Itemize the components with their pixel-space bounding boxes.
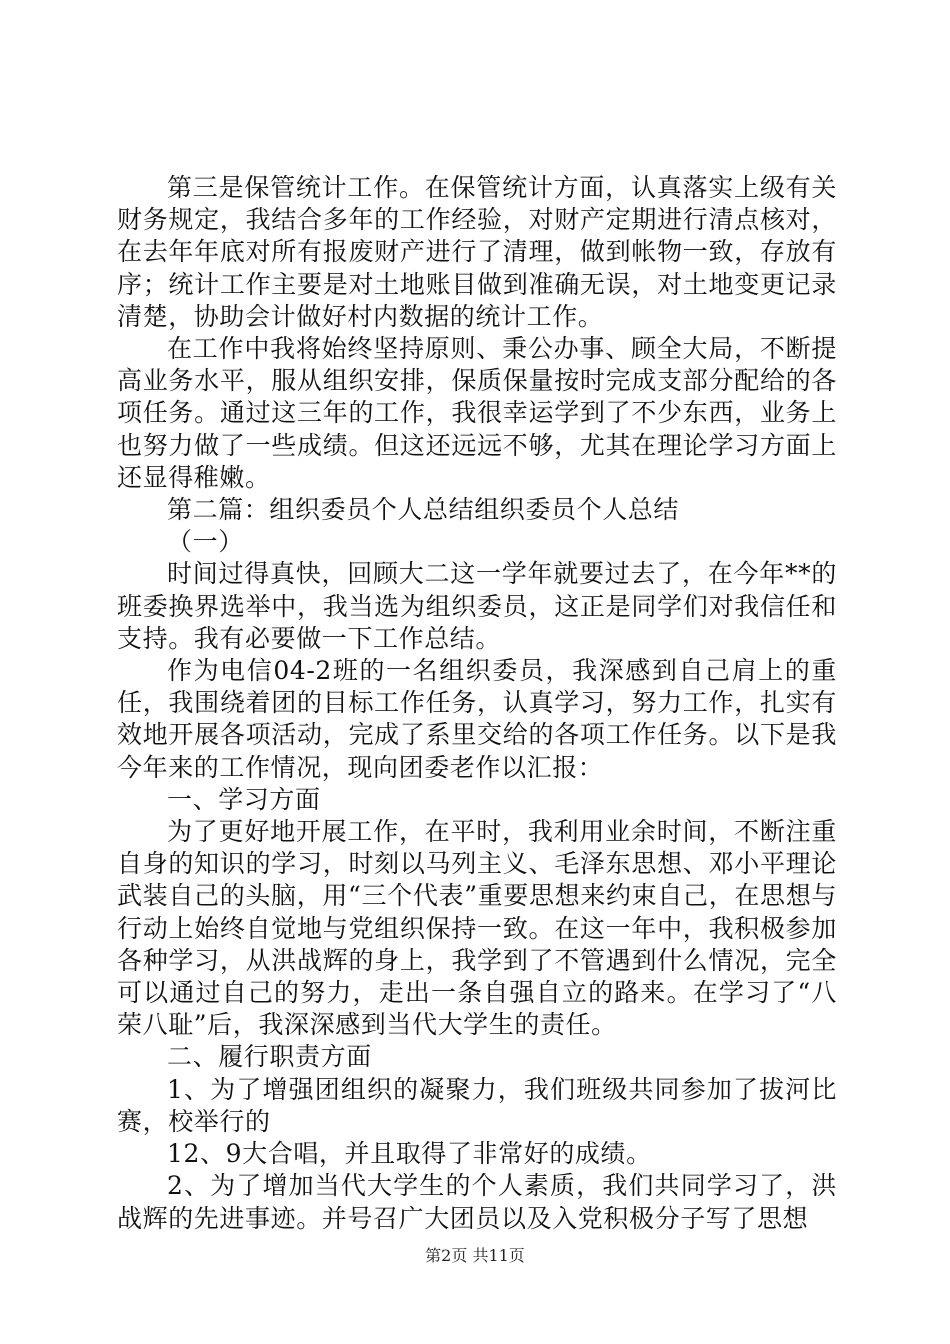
paragraph: 2、为了增加当代大学生的个人素质，我们共同学习了，洪战辉的先进事迹。并号召广大团员以及入党积极分子写了思想: [117, 1171, 837, 1233]
paragraph: 12、9大合唱，并且取得了非常好的成绩。: [167, 1139, 652, 1169]
paragraph: 为了更好地开展工作，在平时，我利用业余时间，不断注重自身的知识的学习，时刻以马列主义、毛泽东思想、邓小平理论武装自己的头脑，用“三个代表”重要思想来约束自己，在思想与行动上始终自觉地与党组织保持一致。在这一年中，我积极参加各种学习，从洪战辉的身上，我学到了不管遇到什么情况，完全可以通过自己的努力，走出一条自强自立的路来。在学习了“八荣八耻”后，我深深感到当代大学生的责任。: [117, 817, 837, 1040]
paragraph: 1、为了增强团组织的凝聚力，我们班级共同参加了拔河比赛，校举行的: [117, 1074, 837, 1136]
section-heading: 二、履行职责方面: [167, 1042, 372, 1072]
paragraph: 时间过得真快，回顾大二这一学年就要过去了，在今年**的班委换界选举中，我当选为组织委员，这正是同学们对我信任和支持。我有必要做一下工作总结。: [117, 559, 837, 653]
section-heading: 一、学习方面: [167, 784, 321, 814]
paragraph: 第三是保管统计工作。在保管统计方面，认真落实上级有关财务规定，我结合多年的工作经验，对财产定期进行清点核对，在去年年底对所有报废财产进行了清理，做到帐物一致，存放有序；统计工作主要是对土地账目做到准确无误，对土地变更记录清楚，协助会计做好村内数据的统计工作。: [117, 173, 837, 331]
paragraph: 在工作中我将始终坚持原则、秉公办事、顾全大局，不断提高业务水平，服从组织安排，保质保量按时完成支部分配给的各项任务。通过这三年的工作，我很幸运学到了不少东西，业务上也努力做了一些成绩。但这还远远不够，尤其在理论学习方面上还显得稚嫩。: [117, 334, 837, 492]
section-subheading: （一）: [167, 527, 244, 557]
page-footer: 第2页 共11页: [425, 1246, 525, 1265]
section-heading: 第二篇：组织委员个人总结组织委员个人总结: [167, 495, 680, 525]
paragraph: 作为电信04-2班的一名组织委员，我深感到自己肩上的重任，我围绕着团的目标工作任务，认真学习，努力工作，扎实有效地开展各项活动，完成了系里交给的各项工作任务。以下是我今年来的工作情况，现向团委老作以汇报：: [117, 656, 837, 782]
document-body: [117, 172, 837, 1235]
